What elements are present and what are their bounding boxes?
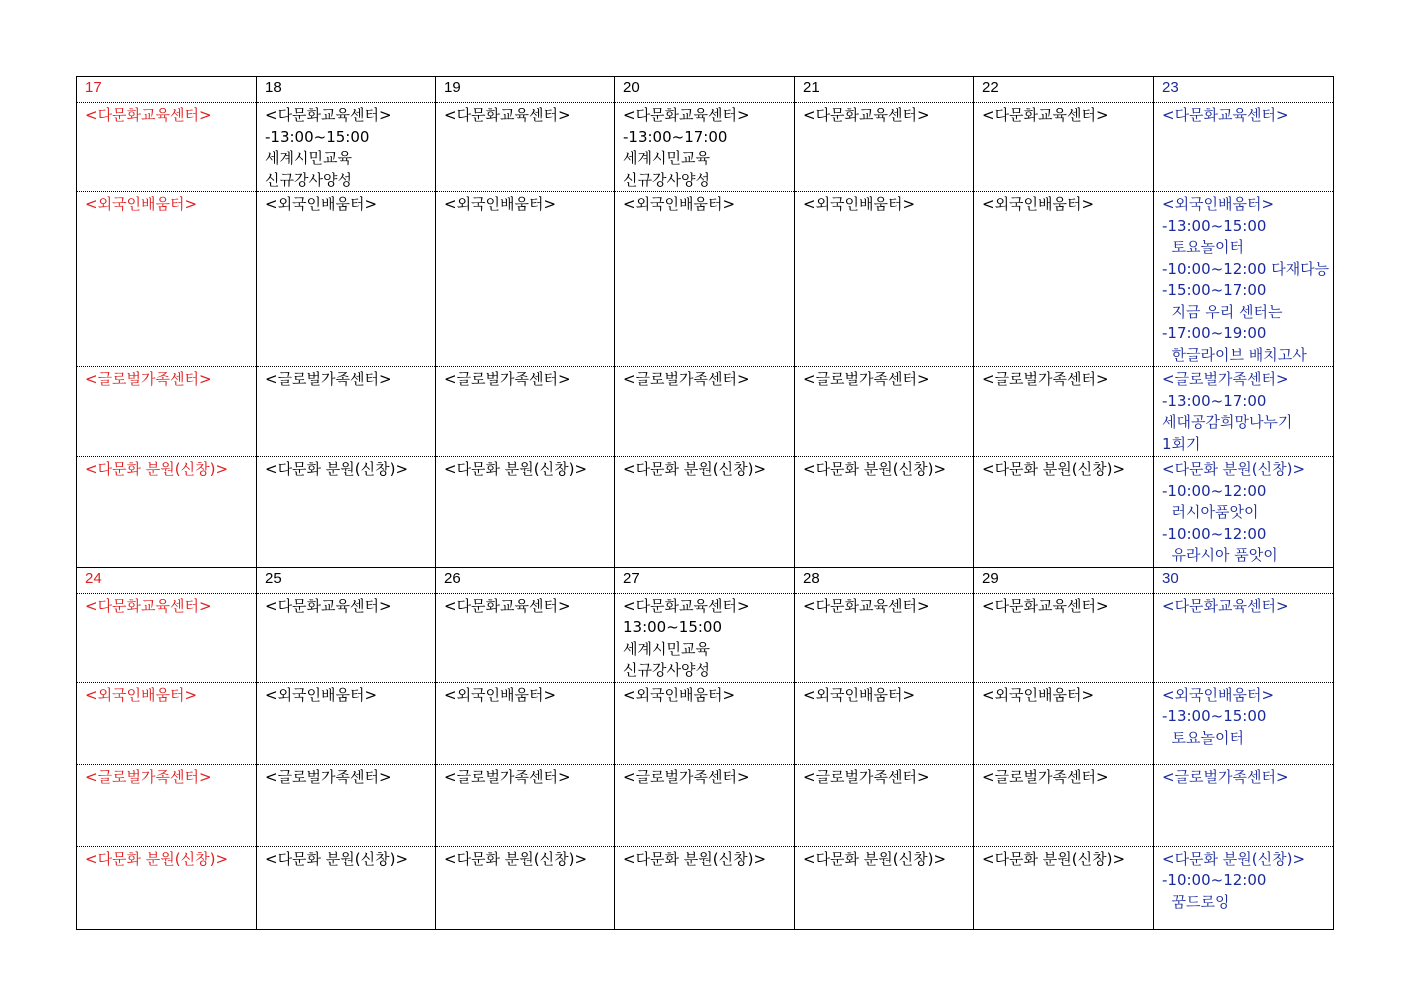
event-cell (436, 682, 615, 764)
center-name: <외국인배움터> (1162, 195, 1275, 213)
event-row (77, 846, 1334, 929)
event-cell (77, 764, 257, 846)
calendar-table (76, 76, 1334, 930)
event-detail: -13:00~17:00 (623, 127, 728, 146)
event-detail: -10:00~12:00 (1162, 524, 1267, 543)
date-cell: 26 (436, 567, 615, 593)
center-name: <다문화 분원(신창)> (803, 460, 947, 478)
event-cell (77, 367, 257, 457)
event-cell (77, 682, 257, 764)
center-name: <글로벌가족센터> (265, 370, 392, 388)
center-name: <외국인배움터> (85, 685, 198, 704)
center-name: <외국인배움터> (623, 685, 736, 704)
event-detail: 토요놀이터 (1162, 728, 1244, 747)
event-cell (436, 367, 615, 457)
center-name: <다문화교육센터> (982, 596, 1109, 615)
event-cell (257, 682, 436, 764)
center-name: <다문화교육센터> (85, 596, 212, 615)
event-cell (257, 103, 436, 192)
center-name: <다문화교육센터> (803, 106, 930, 124)
event-cell (1154, 593, 1334, 682)
center-name: <다문화교육센터> (265, 106, 392, 124)
center-name: <다문화교육센터> (444, 106, 571, 124)
center-name: <글로벌가족센터> (85, 767, 212, 786)
event-detail: 세계시민교육 (265, 149, 352, 167)
event-cell (974, 457, 1154, 568)
center-name: <글로벌가족센터> (1162, 767, 1289, 786)
event-cell (436, 764, 615, 846)
center-name: <다문화교육센터> (982, 106, 1109, 124)
center-name: <글로벌가족센터> (623, 370, 750, 388)
week-date-row (77, 77, 1334, 103)
event-detail: 지금 우리 센터는 (1162, 302, 1283, 321)
event-row (77, 457, 1334, 568)
event-detail: 한글라이브 배치고사 (1162, 345, 1307, 364)
event-cell (974, 103, 1154, 192)
center-name: <다문화 분원(신창)> (623, 849, 767, 868)
center-name: <다문화교육센터> (623, 106, 750, 124)
center-name: <다문화교육센터> (623, 596, 750, 615)
date-cell: 30 (1154, 567, 1334, 593)
event-cell (974, 593, 1154, 682)
event-cell (1154, 682, 1334, 764)
center-name: <외국인배움터> (982, 195, 1095, 213)
event-cell (77, 457, 257, 568)
date-cell: 28 (795, 567, 974, 593)
center-name: <외국인배움터> (623, 195, 736, 213)
center-name: <글로벌가족센터> (444, 370, 571, 388)
date-cell: 18 (257, 77, 436, 103)
event-cell (257, 764, 436, 846)
event-detail: 러시아품앗이 (1162, 503, 1259, 521)
event-cell (974, 682, 1154, 764)
event-cell (1154, 103, 1334, 192)
center-name: <외국인배움터> (803, 685, 916, 704)
event-cell (615, 846, 795, 929)
center-name: <글로벌가족센터> (444, 767, 571, 786)
event-detail: -13:00~17:00 (1162, 391, 1267, 410)
date-cell: 17 (77, 77, 257, 103)
event-cell (1154, 192, 1334, 367)
event-detail: 세계시민교육 (623, 149, 710, 167)
event-cell (1154, 367, 1334, 457)
event-detail: -13:00~15:00 (265, 127, 370, 146)
event-cell (436, 593, 615, 682)
event-detail: 세계시민교육 (623, 639, 710, 658)
center-name: <글로벌가족센터> (803, 767, 930, 786)
event-row (77, 367, 1334, 457)
date-cell: 25 (257, 567, 436, 593)
center-name: <다문화교육센터> (444, 596, 571, 615)
event-detail: -13:00~15:00 (1162, 216, 1267, 235)
event-cell (436, 846, 615, 929)
center-name: <다문화 분원(신창)> (1162, 460, 1306, 478)
event-cell (615, 682, 795, 764)
event-cell (615, 103, 795, 192)
date-cell: 29 (974, 567, 1154, 593)
event-cell (77, 593, 257, 682)
center-name: <외국인배움터> (444, 685, 557, 704)
event-detail: 꿈드로잉 (1162, 892, 1230, 911)
date-cell: 23 (1154, 77, 1334, 103)
event-cell (436, 103, 615, 192)
center-name: <다문화 분원(신창)> (1162, 849, 1306, 868)
center-name: <다문화 분원(신창)> (85, 849, 229, 868)
event-cell (1154, 457, 1334, 568)
center-name: <글로벌가족센터> (1162, 370, 1289, 388)
event-cell (795, 367, 974, 457)
event-row (77, 103, 1334, 192)
center-name: <글로벌가족센터> (623, 767, 750, 786)
event-cell (257, 457, 436, 568)
event-detail: 세대공감희망나누기 (1162, 413, 1293, 431)
center-name: <외국인배움터> (1162, 685, 1275, 704)
center-name: <외국인배움터> (444, 195, 557, 213)
center-name: <글로벌가족센터> (982, 767, 1109, 786)
event-cell (795, 192, 974, 367)
event-detail: 유라시아 품앗이 (1162, 546, 1278, 564)
event-cell (257, 192, 436, 367)
center-name: <다문화교육센터> (1162, 106, 1289, 124)
event-cell (77, 103, 257, 192)
center-name: <다문화 분원(신창)> (623, 460, 767, 478)
center-name: <다문화교육센터> (265, 596, 392, 615)
event-cell (974, 192, 1154, 367)
event-row (77, 192, 1334, 367)
event-cell (974, 764, 1154, 846)
event-cell (795, 764, 974, 846)
center-name: <다문화 분원(신창)> (803, 849, 947, 868)
event-detail: -10:00~12:00 (1162, 481, 1267, 500)
event-cell (974, 846, 1154, 929)
event-cell (795, 457, 974, 568)
event-cell (257, 593, 436, 682)
event-cell (436, 192, 615, 367)
event-detail: 신규강사양성 (623, 661, 710, 679)
event-cell (795, 682, 974, 764)
week-date-row (77, 567, 1334, 593)
event-cell (615, 367, 795, 457)
event-row (77, 682, 1334, 764)
date-cell: 27 (615, 567, 795, 593)
center-name: <다문화 분원(신창)> (982, 849, 1126, 868)
event-cell (436, 457, 615, 568)
date-cell: 19 (436, 77, 615, 103)
event-detail: 13:00~15:00 (623, 618, 723, 636)
center-name: <글로벌가족센터> (982, 370, 1109, 388)
event-detail: -10:00~12:00 (1162, 871, 1267, 889)
center-name: <글로벌가족센터> (803, 370, 930, 388)
event-row (77, 593, 1334, 682)
center-name: <외국인배움터> (265, 685, 378, 704)
center-name: <외국인배움터> (982, 685, 1095, 704)
center-name: <다문화교육센터> (85, 106, 212, 124)
center-name: <다문화 분원(신창)> (265, 460, 409, 478)
event-cell (615, 192, 795, 367)
event-detail: 신규강사양성 (623, 170, 710, 189)
center-name: <외국인배움터> (803, 195, 916, 213)
event-cell (1154, 846, 1334, 929)
center-name: <다문화 분원(신창)> (85, 460, 229, 478)
event-detail: 토요놀이터 (1162, 238, 1244, 256)
date-cell: 21 (795, 77, 974, 103)
center-name: <다문화 분원(신창)> (444, 460, 588, 478)
center-name: <다문화교육센터> (1162, 596, 1289, 615)
center-name: <글로벌가족센터> (85, 370, 212, 388)
center-name: <외국인배움터> (85, 195, 198, 213)
event-detail: -15:00~17:00 (1162, 281, 1267, 299)
center-name: <다문화교육센터> (803, 596, 930, 615)
event-cell (257, 846, 436, 929)
event-cell (77, 192, 257, 367)
calendar-body (77, 77, 1334, 930)
date-cell: 20 (615, 77, 795, 103)
date-cell: 24 (77, 567, 257, 593)
center-name: <글로벌가족센터> (265, 767, 392, 786)
event-detail: -17:00~19:00 (1162, 324, 1267, 342)
event-cell (77, 846, 257, 929)
event-cell (615, 764, 795, 846)
center-name: <외국인배움터> (265, 195, 378, 213)
event-detail: 신규강사양성 (265, 170, 352, 189)
event-detail: 1회기 (1162, 434, 1201, 453)
event-cell (795, 103, 974, 192)
event-detail: -13:00~15:00 (1162, 707, 1267, 725)
event-cell (974, 367, 1154, 457)
event-cell (795, 846, 974, 929)
center-name: <다문화 분원(신창)> (444, 849, 588, 868)
date-cell: 22 (974, 77, 1154, 103)
event-cell (257, 367, 436, 457)
event-row (77, 764, 1334, 846)
event-detail: -10:00~12:00 다재다능 (1162, 259, 1330, 278)
event-cell (795, 593, 974, 682)
event-cell (615, 593, 795, 682)
event-cell (615, 457, 795, 568)
center-name: <다문화 분원(신창)> (265, 849, 409, 868)
center-name: <다문화 분원(신창)> (982, 460, 1126, 478)
event-cell (1154, 764, 1334, 846)
